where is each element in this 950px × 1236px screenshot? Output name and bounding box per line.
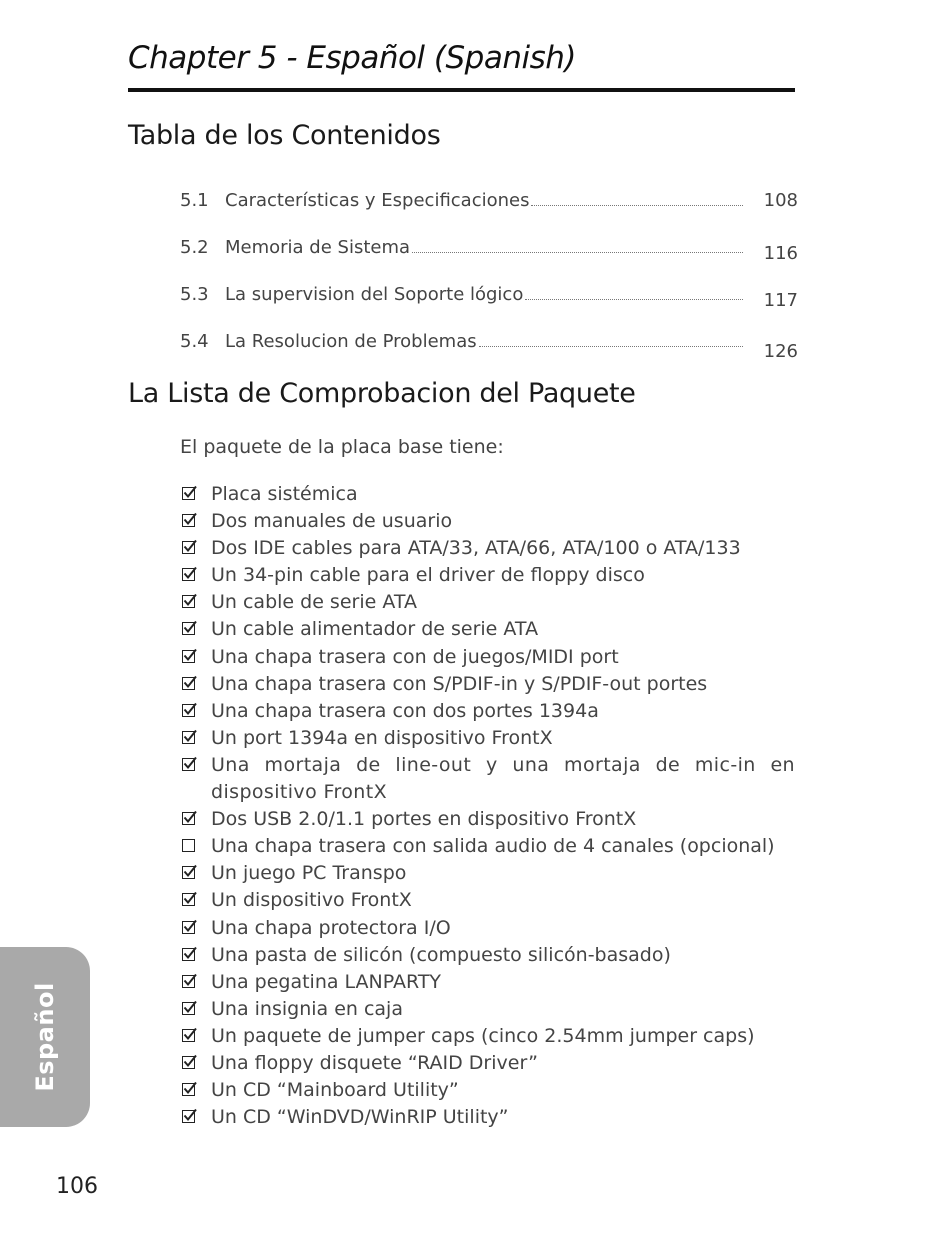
checklist-item-text: Una insignia en caja	[211, 997, 403, 1020]
toc-entry-page: 126	[763, 341, 798, 362]
toc-heading: Tabla de los Contenidos	[128, 120, 441, 151]
checklist-item	[180, 1104, 795, 1131]
checklist-item	[180, 996, 795, 1023]
checked-box-icon	[182, 541, 195, 554]
checklist-item-text: Un cable de serie ATA	[211, 591, 417, 614]
checklist-item-text: Un CD “Mainboard Utility”	[211, 1079, 459, 1102]
checklist-item	[180, 644, 795, 671]
checklist-item	[180, 942, 795, 969]
checklist-item	[180, 1050, 795, 1077]
checklist-item-text: Una chapa trasera con S/PDIF-in y S/PDIF-out portes	[211, 672, 708, 695]
checklist-item-text: Una pegatina LANPARTY	[211, 970, 442, 993]
checklist-item	[180, 535, 795, 562]
toc-entry-number: 5.2	[180, 237, 209, 258]
checked-box-icon	[182, 595, 195, 608]
toc-entry-page: 116	[763, 243, 798, 264]
checked-box-icon	[182, 893, 195, 906]
checklist-item-text: Dos manuales de usuario	[211, 510, 453, 533]
checked-box-icon	[182, 1002, 195, 1015]
checklist-item	[180, 833, 795, 860]
checklist-item	[180, 969, 795, 996]
checklist-item	[180, 698, 795, 725]
toc-entry-title: La Resolucion de Problemas	[225, 331, 743, 352]
checklist-item	[180, 562, 795, 589]
unchecked-box-icon	[182, 839, 195, 852]
checked-box-icon	[182, 1029, 195, 1042]
checklist-item-text: Una chapa trasera con de juegos/MIDI port	[211, 645, 619, 668]
checklist-item-text: Una chapa protectora I/O	[211, 916, 451, 939]
checklist-item-text: Dos IDE cables para ATA/33, ATA/66, ATA/100 o ATA/133	[211, 537, 741, 560]
toc-entry[interactable]	[180, 233, 798, 280]
checklist-item	[180, 752, 795, 806]
checklist-item	[180, 508, 795, 535]
checklist-item	[180, 481, 795, 508]
checklist-item	[180, 725, 795, 752]
checklist-item	[180, 860, 795, 887]
checklist-item-text: Placa sistémica	[211, 483, 358, 505]
package-checklist	[180, 481, 795, 1131]
checklist-item-text: Una mortaja de line-out y una mortaja de mic-in en dispositivo FrontX	[211, 753, 795, 804]
checklist-item	[180, 589, 795, 616]
checklist-item	[180, 1023, 795, 1050]
checked-box-icon	[182, 731, 195, 744]
checklist-item	[180, 887, 795, 914]
checked-box-icon	[182, 677, 195, 690]
checked-box-icon	[182, 704, 195, 717]
side-tab-label: Español	[31, 982, 59, 1092]
checked-box-icon	[182, 487, 195, 500]
toc-entry-page: 108	[763, 190, 798, 211]
checked-box-icon	[182, 622, 195, 635]
checked-box-icon	[182, 568, 195, 581]
toc-entry[interactable]	[180, 280, 798, 327]
toc-leader-dots	[525, 285, 743, 300]
checked-box-icon	[182, 812, 195, 825]
toc-leader-dots	[479, 332, 743, 347]
checked-box-icon	[182, 514, 195, 527]
toc-list	[180, 186, 798, 374]
toc-entry-page: 117	[763, 290, 798, 311]
chapter-title: Chapter 5 - Español (Spanish)	[128, 40, 577, 76]
checklist-item-text: Una pasta de silicón (compuesto silicón-basado)	[211, 943, 671, 966]
checklist-item-text: Una chapa trasera con dos portes 1394a	[211, 699, 599, 722]
checklist-item	[180, 616, 795, 643]
toc-entry-title: La supervision del Soporte lógico	[225, 284, 743, 305]
checklist-item-text: Un port 1394a en dispositivo FrontX	[211, 726, 553, 749]
checklist-item	[180, 915, 795, 942]
toc-leader-dots	[412, 238, 743, 253]
checklist-item	[180, 1077, 795, 1104]
checked-box-icon	[182, 1056, 195, 1069]
package-intro: El paquete de la placa base tiene:	[180, 436, 504, 458]
checklist-item-text: Una chapa trasera con salida audio de 4 canales (opcional)	[211, 835, 775, 858]
checked-box-icon	[182, 975, 195, 988]
toc-entry-number: 5.4	[180, 331, 209, 352]
checked-box-icon	[182, 921, 195, 934]
package-heading: La Lista de Comprobacion del Paquete	[128, 378, 636, 409]
checklist-item-text: Un juego PC Transpo	[211, 862, 407, 885]
toc-entry[interactable]	[180, 327, 798, 374]
checked-box-icon	[182, 948, 195, 961]
checklist-item-text: Dos USB 2.0/1.1 portes en dispositivo FrontX	[211, 808, 637, 831]
toc-entry-title: Características y Especificaciones	[225, 190, 743, 211]
checked-box-icon	[182, 1083, 195, 1096]
checked-box-icon	[182, 758, 195, 771]
toc-leader-dots	[531, 191, 743, 206]
checklist-item	[180, 806, 795, 833]
checklist-item-text: Un cable alimentador de serie ATA	[211, 618, 539, 641]
toc-entry[interactable]	[180, 186, 798, 233]
checked-box-icon	[182, 866, 195, 879]
checklist-item-text: Un 34-pin cable para el driver de floppy disco	[211, 564, 645, 587]
checklist-item-text: Un paquete de jumper caps (cinco 2.54mm jumper caps)	[211, 1024, 755, 1047]
checklist-item-text: Un CD “WinDVD/WinRIP Utility”	[211, 1106, 509, 1129]
checked-box-icon	[182, 1110, 195, 1123]
page-number: 106	[56, 1174, 98, 1199]
checklist-item	[180, 671, 795, 698]
toc-entry-number: 5.1	[180, 190, 209, 211]
checklist-item-text: Una floppy disquete “RAID Driver”	[211, 1051, 538, 1074]
language-side-tab	[0, 947, 90, 1127]
checklist-item-text: Un dispositivo FrontX	[211, 889, 412, 912]
toc-entry-number: 5.3	[180, 284, 209, 305]
chapter-rule	[128, 88, 795, 92]
toc-entry-title: Memoria de Sistema	[225, 237, 743, 258]
checked-box-icon	[182, 650, 195, 663]
